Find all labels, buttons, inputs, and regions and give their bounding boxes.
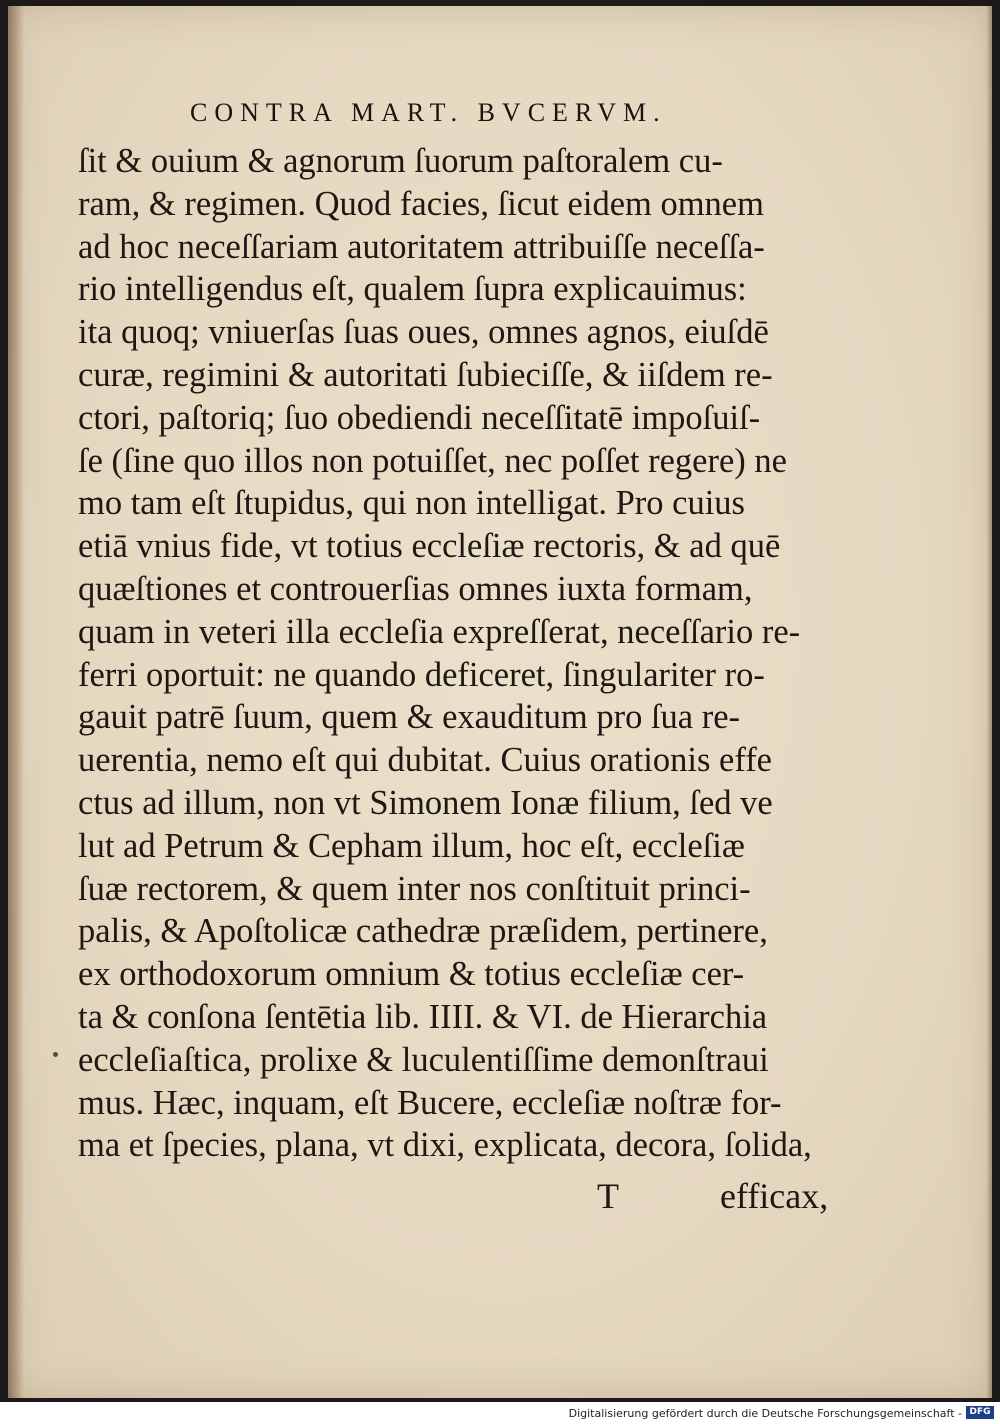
text-line: gauit patrē ſuum, quem & exauditum pro ſua re- <box>78 698 741 737</box>
text-line: ctori, paſtoriq; ſuo obediendi neceſſitatē impoſuiſ- <box>78 398 761 437</box>
text-line: etiā vnius fide, vt totius eccleſiæ rectoris, & ad quē <box>78 527 781 566</box>
text-line: quæſtiones et controuerſias omnes iuxta formam, <box>78 569 753 608</box>
text-line: rio intelligendus eſt, qualem ſupra explicauimus: <box>78 270 747 309</box>
body-text <box>78 140 828 1167</box>
text-line: ram, & regimen. Quod facies, ſicut eidem omnem <box>78 184 764 223</box>
text-line: ma et ſpecies, plana, vt dixi, explicata, decora, ſolida, <box>78 1126 812 1165</box>
page-gutter-shadow <box>8 6 24 1398</box>
text-line: lut ad Petrum & Cepham illum, hoc eſt, eccleſiæ <box>78 826 745 865</box>
text-line: ferri oportuit: ne quando deficeret, ſingulariter ro- <box>78 655 765 694</box>
text-line: mo tam eſt ſtupidus, qui non intelligat. Pro cuius <box>78 484 745 523</box>
footer-bar <box>0 1402 1000 1424</box>
text-line: ta & conſona ſentētia lib. IIII. & VI. de Hierarchia <box>78 997 768 1036</box>
text-line: ad hoc neceſſariam autoritatem attribuiſſe neceſſa- <box>78 227 765 266</box>
text-line: quam in veteri illa eccleſia expreſſerat, neceſſario re- <box>78 612 801 651</box>
text-line: eccleſiaſtica, prolixe & luculentiſſime demonſtraui <box>78 1040 769 1079</box>
text-line: ctus ad illum, non vt Simonem Ionæ filium, ſed ve <box>78 783 773 822</box>
catchword: efficax, <box>720 1176 829 1216</box>
running-head: CONTRA MART. BVCERVM. <box>190 98 667 127</box>
text-line: ſit & ouium & agnorum ſuorum paſtoralem cu- <box>78 142 723 180</box>
text-line: curæ, regimini & autoritati ſubieciſſe, & iiſdem re- <box>78 355 773 394</box>
text-line: ex orthodoxorum omnium & totius eccleſiæ cer- <box>78 955 745 994</box>
text-line: mus. Hæc, inquam, eſt Bucere, eccleſiæ noſtræ for- <box>78 1083 782 1122</box>
footer-credit: Digitalisierung gefördert durch die Deutsche Forschungsgemeinschaft - <box>568 1407 962 1420</box>
margin-dot <box>53 1052 58 1057</box>
signature-mark: T <box>597 1176 619 1216</box>
text-line: ſe (ſine quo illos non potuiſſet, nec poſſet regere) ne <box>78 441 787 480</box>
text-line: ita quoq; vniuerſas ſuas oues, omnes agnos, eiuſdē <box>78 313 769 352</box>
page-edge-shadow <box>986 6 992 1398</box>
text-line: ſuæ rectorem, & quem inter nos conſtituit princi- <box>78 869 751 908</box>
text-line: uerentia, nemo eſt qui dubitat. Cuius orationis effe <box>78 741 772 780</box>
text-line: palis, & Apoſtolicæ cathedræ præſidem, pertinere, <box>78 912 768 951</box>
dfg-logo: DFG <box>966 1406 994 1419</box>
